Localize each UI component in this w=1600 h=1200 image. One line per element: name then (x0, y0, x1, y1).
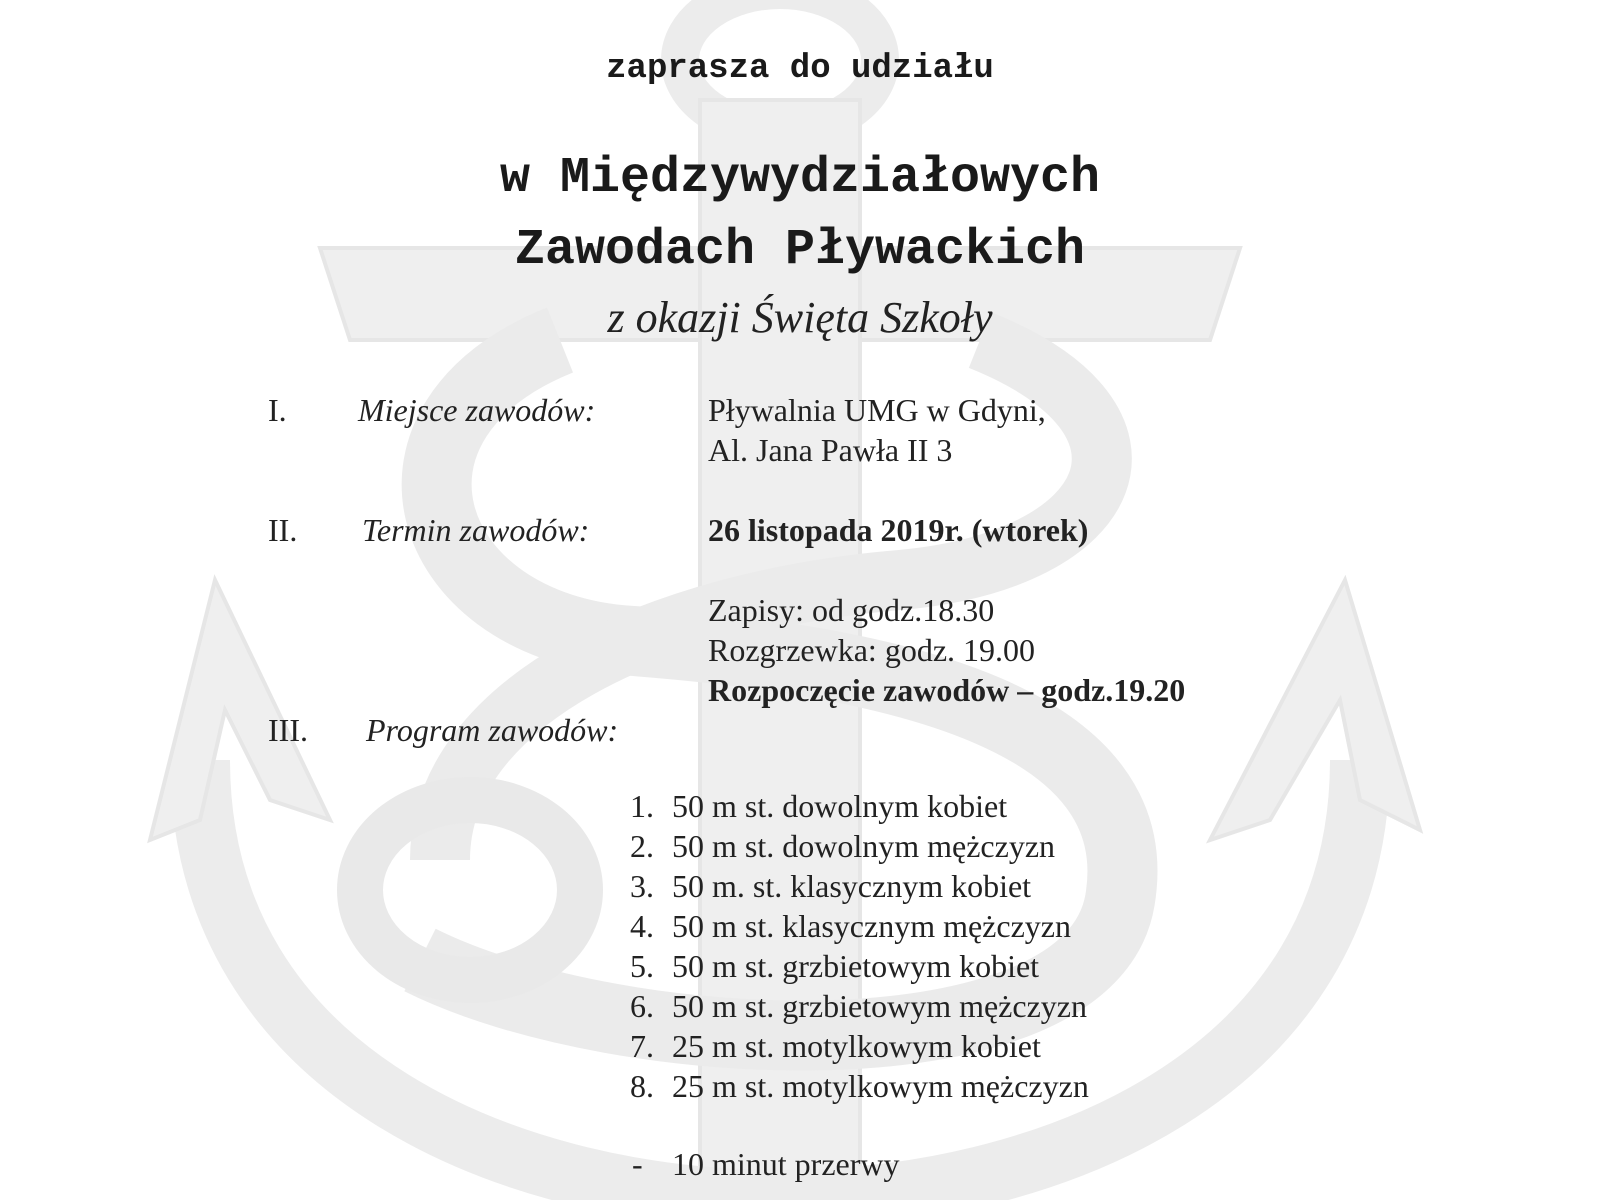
title-line-1: w Międzywydziałowych (499, 150, 1101, 207)
list-item: 5. 50 m st. grzbietowym kobiet (630, 948, 1040, 984)
section-2-label: Termin zawodów: (362, 512, 590, 548)
list-item: 1. 50 m st. dowolnym kobiet (630, 788, 1008, 824)
section-1-numeral: I. (268, 392, 287, 428)
section-3-label: Program zawodów: (366, 712, 619, 748)
section-3-numeral: III. (268, 712, 308, 748)
section-2-numeral: II. (268, 512, 298, 548)
event-date: 26 listopada 2019r. (wtorek) (708, 512, 1089, 548)
list-item: 3. 50 m. st. klasycznym kobiet (630, 868, 1032, 904)
list-item: 7. 25 m st. motylkowym kobiet (630, 1028, 1041, 1064)
title-line-2: Zawodach Pływackich (514, 222, 1086, 279)
list-item: 8. 25 m st. motylkowym mężczyzn (630, 1068, 1089, 1104)
list-item: 2. 50 m st. dowolnym mężczyzn (630, 828, 1056, 864)
invite-line: zaprasza do udziału (606, 50, 994, 88)
registration-time: Zapisy: od godz.18.30 (708, 592, 995, 628)
section-1-label: Miejsce zawodów: (358, 392, 596, 428)
program-list (630, 786, 1089, 1106)
list-item: 6. 50 m st. grzbietowym mężczyzn (630, 988, 1087, 1024)
break-text: 10 minut przerwy (672, 1146, 900, 1182)
venue-line-2: Al. Jana Pawła II 3 (708, 432, 953, 468)
start-time: Rozpoczęcie zawodów – godz.19.20 (708, 672, 1186, 708)
list-item: 4. 50 m st. klasycznym mężczyzn (630, 908, 1071, 944)
break-dash: - (632, 1146, 643, 1182)
subtitle: z okazji Święta Szkoły (607, 293, 993, 342)
venue-line-1: Pływalnia UMG w Gdyni, (708, 392, 1046, 428)
warmup-time: Rozgrzewka: godz. 19.00 (708, 632, 1036, 668)
